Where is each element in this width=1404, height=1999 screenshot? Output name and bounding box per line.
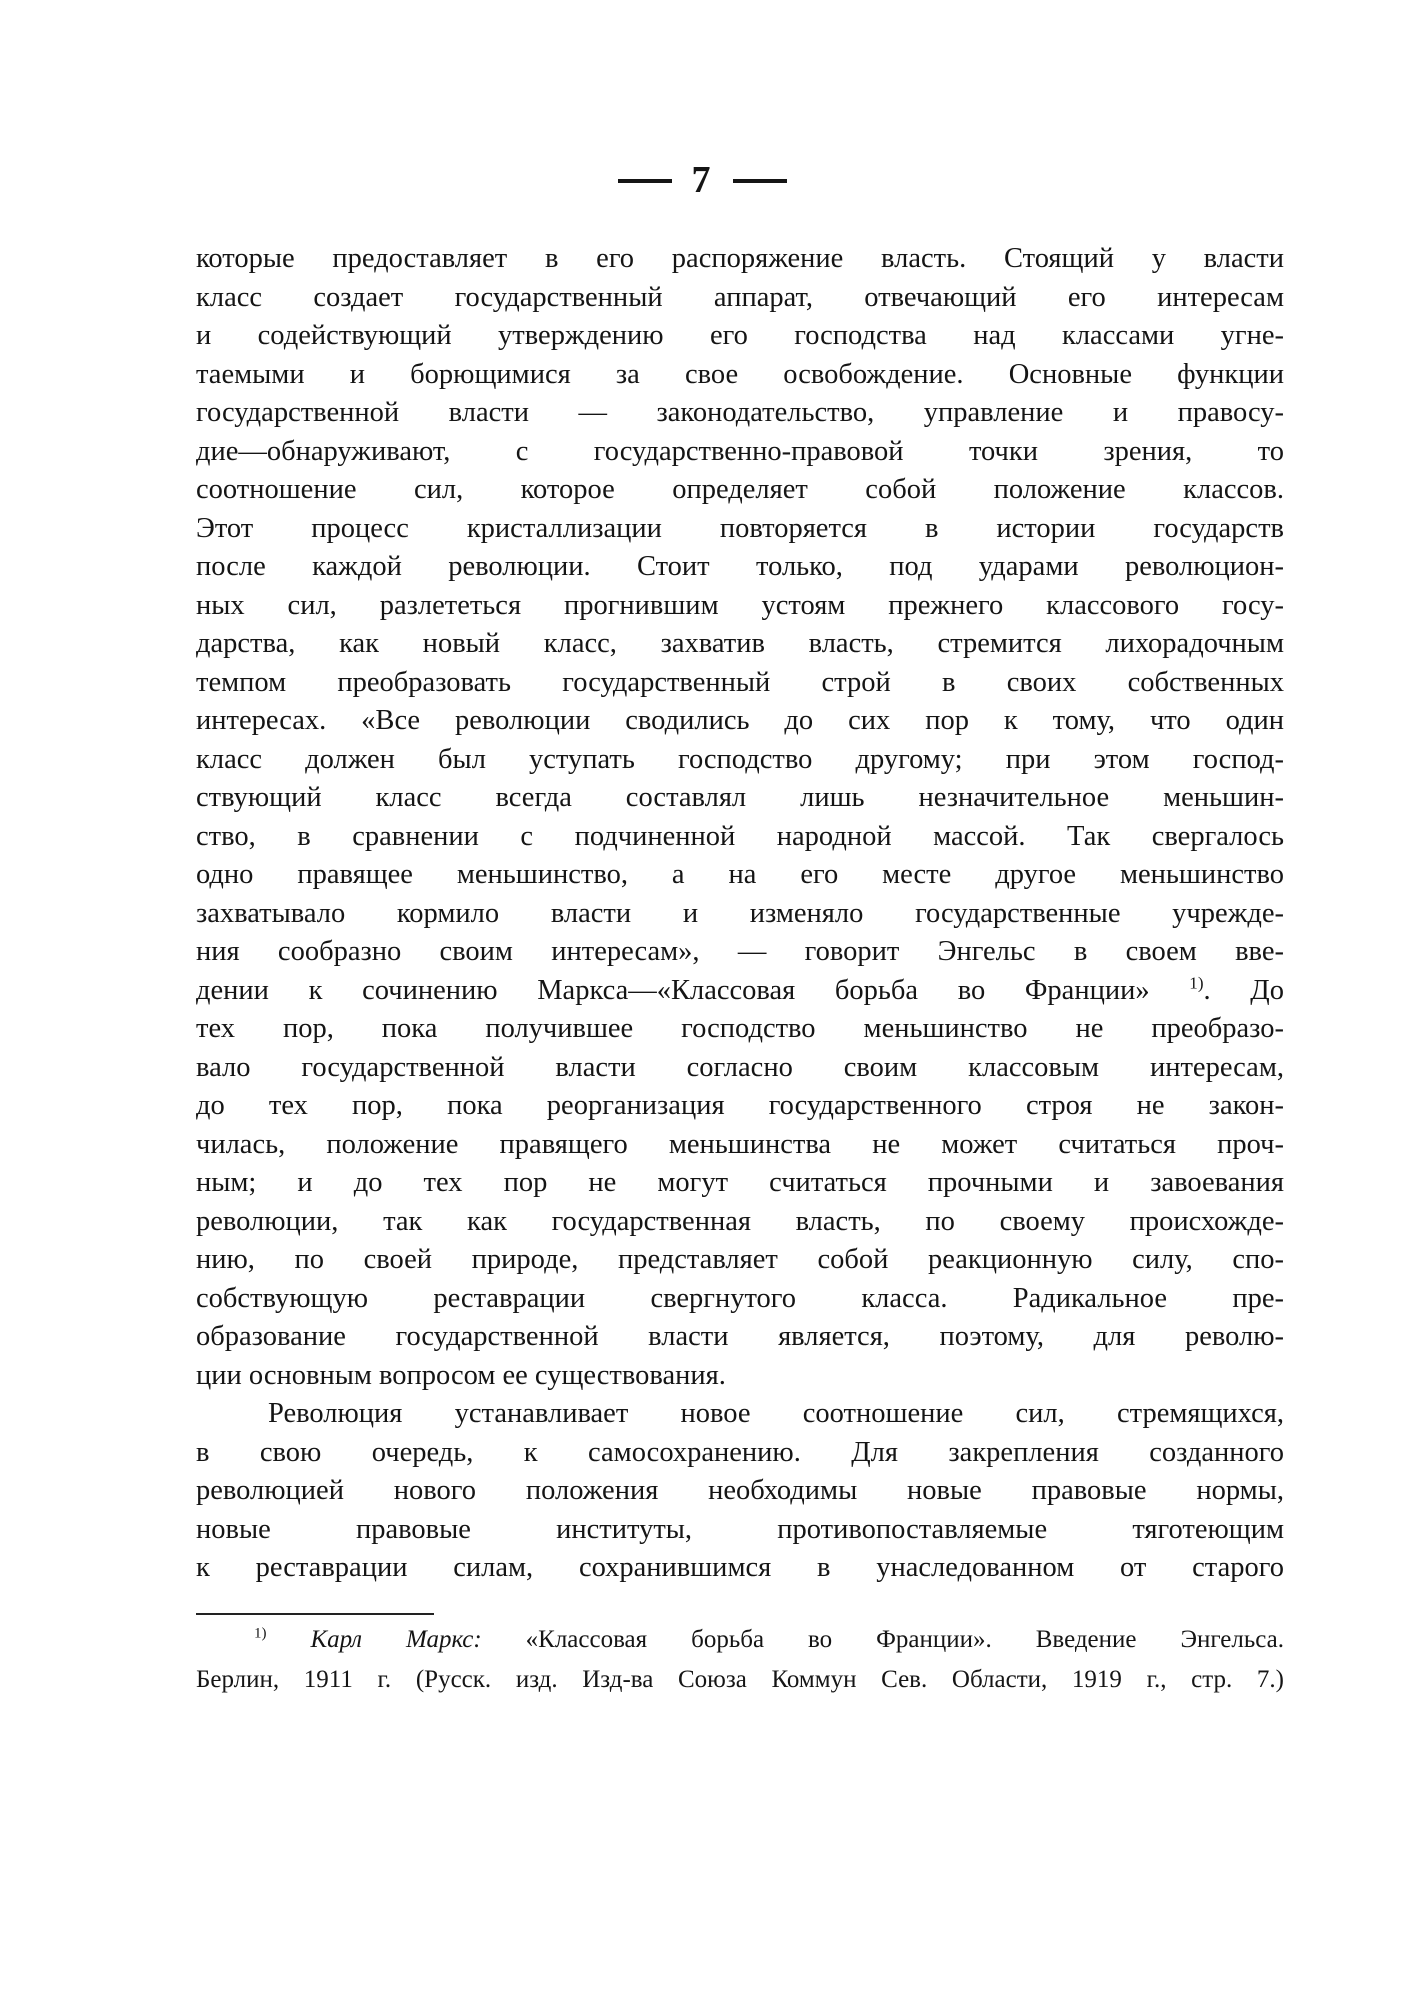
text-line: к реставрации силам, сохранившимся в унаследованном от старого bbox=[196, 1552, 1284, 1583]
text-line: и содействующий утверждению его господства над классами угне- bbox=[196, 320, 1284, 351]
text-line: революции, так как государственная власть, по своему происхожде- bbox=[196, 1205, 1284, 1237]
text-line: дарства, как новый класс, захватив власть, стремится лихорадочным bbox=[196, 628, 1284, 659]
text-line: тех пор, пока получившее господство меньшинство не преобразо- bbox=[196, 1013, 1284, 1044]
page-number-value: 7 bbox=[691, 159, 713, 201]
text-line: ных сил, разлететься прогнившим устоям прежнего классового госу- bbox=[196, 589, 1284, 621]
text-line: образование государственной власти является, поэтому, для револю- bbox=[196, 1321, 1284, 1352]
text-line: захватывало кормило власти и изменяло государственные учрежде- bbox=[196, 897, 1284, 929]
text-line: ным; и до тех пор не могут считаться прочными и завоевания bbox=[196, 1167, 1284, 1198]
footnote-reference: 1) bbox=[1189, 973, 1204, 992]
text-line: новые правовые институты, противопоставляемые тяготеющим bbox=[196, 1513, 1284, 1545]
text-line: чилась, положение правящего меньшинства не может считаться проч- bbox=[196, 1128, 1284, 1160]
text-line: после каждой революции. Стоит только, под ударами революцион- bbox=[196, 551, 1284, 582]
text-line: вало государственной власти согласно своим классовым интересам, bbox=[196, 1051, 1284, 1083]
body-text bbox=[196, 240, 1284, 1588]
page-number-dash-right bbox=[733, 179, 787, 183]
footnotes bbox=[196, 1620, 1284, 1700]
text-line: одно правящее меньшинство, а на его месте другое меньшинство bbox=[196, 859, 1284, 890]
text-line: революцией нового положения необходимы новые правовые нормы, bbox=[196, 1475, 1284, 1506]
text-line: темпом преобразовать государственный строй в своих собственных bbox=[196, 666, 1284, 698]
text-line: ство, в сравнении с подчиненной народной массой. Так свергалось bbox=[196, 820, 1284, 852]
text-line: соотношение сил, которое определяет собой положение классов. bbox=[196, 474, 1284, 505]
text-line: которые предоставляет в его распоряжение власть. Стоящий у власти bbox=[196, 243, 1284, 274]
text-line: интересах. «Все революции сводились до сих пор к тому, что один bbox=[196, 705, 1284, 736]
footnote-title: «Классовая борьба во Франции». Введение Энгельса. bbox=[525, 1626, 1285, 1653]
footnote-author: Карл Маркс: bbox=[310, 1626, 482, 1653]
text-line-with-footnote-ref bbox=[196, 972, 1284, 1011]
footnote-line: Берлин, 1911 г. (Русск. изд. Изд-ва Союза Коммун Сев. Области, 1919 г., стр. 7.) bbox=[196, 1666, 1284, 1693]
text-line: дие—обнаруживают, с государственно-правовой точки зрения, то bbox=[196, 435, 1284, 467]
text-line: ния сообразно своим интересам», — говорит Энгельс в своем вве- bbox=[196, 936, 1284, 967]
text-line: класс создает государственный аппарат, отвечающий его интересам bbox=[196, 281, 1284, 313]
page-number-dash-left bbox=[618, 179, 672, 183]
footnote-marker: 1) bbox=[254, 1625, 267, 1642]
text-line: ствующий класс всегда составлял лишь незначительное меньшин- bbox=[196, 782, 1284, 813]
text-line: Этот процесс кристаллизации повторяется в истории государств bbox=[196, 512, 1284, 544]
text-line: до тех пор, пока реорганизация государственного строя не закон- bbox=[196, 1090, 1284, 1121]
text-line: собствующую реставрации свергнутого класса. Радикальное пре- bbox=[196, 1282, 1284, 1314]
text-line: нию, по своей природе, представляет собой реакционную силу, спо- bbox=[196, 1244, 1284, 1275]
text-line-tail: . До bbox=[1203, 974, 1284, 1006]
paragraph-first-line: Революция устанавливает новое соотношение сил, стремящихся, bbox=[268, 1398, 1284, 1429]
text-line: класс должен был уступать господство другому; при этом господ- bbox=[196, 743, 1284, 775]
text-line: государственной власти — законодательство, управление и правосу- bbox=[196, 397, 1284, 428]
page-number bbox=[0, 158, 1404, 202]
text-line: ции основным вопросом ее существования. bbox=[196, 1359, 726, 1391]
text-line: таемыми и борющимися за свое освобождение. Основные функции bbox=[196, 358, 1284, 390]
text-line: в свою очередь, к самосохранению. Для закрепления созданного bbox=[196, 1436, 1284, 1468]
text-line-content: дении к сочинению Маркса—«Классовая борьба во Франции» bbox=[196, 974, 1150, 1006]
footnote-separator bbox=[196, 1613, 434, 1615]
footnote-line bbox=[196, 1620, 1284, 1660]
